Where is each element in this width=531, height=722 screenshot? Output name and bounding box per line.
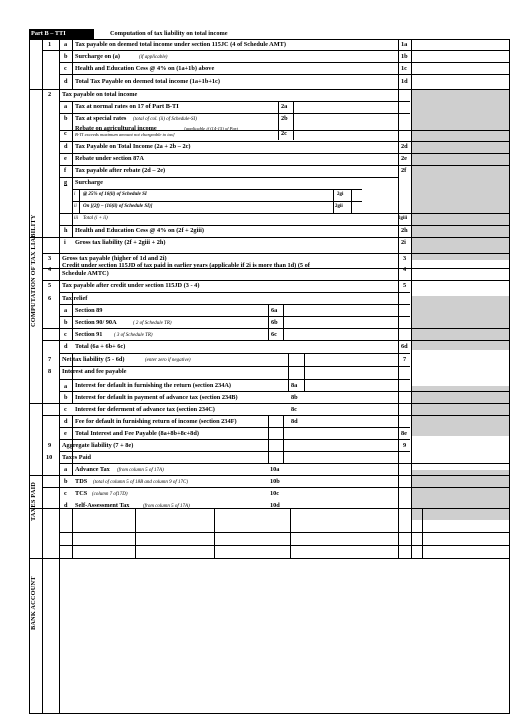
row-label: Advance Tax	[75, 466, 110, 473]
row-code: 6b	[271, 319, 278, 326]
row-letter: c	[64, 490, 67, 497]
row-number: 9	[48, 442, 52, 449]
row-letter: b	[64, 53, 68, 60]
row-code: 2h	[401, 227, 408, 234]
row-code: 1a	[401, 41, 408, 48]
row-label: Tax payable after rebate (2d – 2e)	[75, 167, 166, 174]
taxes-paid-section-label: TAXES PAID	[30, 481, 37, 521]
row-label: Tax payable after credit under section 115JD (3 - 4)	[62, 282, 200, 289]
row-letter: ii	[74, 204, 77, 209]
row-label: @ 25% of 16(ii) of Schedule SI	[83, 192, 147, 197]
row-label: Tax at normal rates on 17 of Part B-TI	[75, 103, 179, 110]
row-code: 2giii	[398, 216, 408, 221]
row-letter: i	[74, 192, 76, 197]
row-note: (if applicable)	[139, 55, 168, 60]
row-code: 3	[403, 255, 407, 262]
row-letter: g	[64, 179, 68, 186]
row-code: 8a	[291, 382, 298, 389]
row-label: Schedule AMTC)	[62, 270, 109, 277]
row-note: ( 3 of Schedule TR)	[114, 333, 153, 338]
row-label: Interest and fee payable	[62, 368, 127, 375]
row-letter: h	[64, 227, 68, 234]
row-number: 7	[48, 356, 52, 363]
row-label: Health and Education Cess @ 4% on (2f + 2giii)	[75, 227, 204, 234]
part-label-text: Part B – TTI	[31, 30, 66, 37]
row-label: TDS	[75, 478, 88, 485]
row-label: Total Tax Payable on deemed total income (1a+1b+1c)	[75, 78, 220, 85]
row-label: Tax at special rates	[75, 115, 127, 122]
row-code: 7	[403, 356, 407, 363]
row-label: Rebate under section 87A	[75, 155, 144, 162]
page-title: Computation of tax liability on total income	[110, 30, 228, 37]
row-label: Gross tax liability (2f + 2giii + 2h)	[75, 239, 166, 246]
row-label: Tax payable on deemed total income under section 115JC (4 of Schedule AMT)	[75, 41, 286, 48]
row-note: (from column 5 of 17A)	[143, 504, 190, 509]
computation-section-label: COMPUTATION OF TAX LIABILITY	[30, 214, 37, 327]
row-code: 2b	[281, 115, 288, 122]
row-letter: d	[64, 143, 68, 150]
row-code: 2f	[401, 167, 407, 174]
row-label: Rebate on agricultural income	[75, 125, 157, 132]
row-code: 9	[403, 442, 407, 449]
row-label: Gross tax payable (higher of 1d and 2i)	[62, 255, 167, 262]
row-code: 2e	[401, 155, 407, 162]
bank-account-section-label: BANK ACCOUNT	[30, 576, 37, 630]
row-number: 10	[46, 454, 53, 461]
row-code: 2i	[401, 239, 406, 246]
row-letter: d	[64, 78, 68, 85]
row-label: Interest for deferment of advance tax (section 234C)	[75, 406, 215, 413]
row-letter: a	[64, 383, 68, 390]
row-note: (total of column 5 of 18B and column 9 of 17C)	[93, 480, 188, 485]
row-number: 8	[48, 368, 52, 375]
row-label: Health and Education Cess @ 4% on (1a+1b) above	[75, 65, 215, 72]
row-label: Surcharge	[75, 179, 103, 186]
row-code: 8b	[291, 394, 298, 401]
row-code: 8c	[291, 406, 297, 413]
row-number: 3	[48, 255, 52, 262]
row-letter: f	[64, 167, 67, 174]
row-code: 2c	[281, 130, 287, 137]
row-number: 6	[48, 295, 52, 302]
row-label: Self-Assessment Tax	[75, 502, 130, 509]
row-code: 10a	[270, 466, 280, 473]
row-note: (column 7 of17D)	[92, 492, 128, 497]
row-code: 6c	[271, 331, 277, 338]
row-code: 2gii	[335, 204, 343, 209]
row-note: (enter zero if negative)	[145, 358, 191, 363]
row-letter: b	[64, 394, 68, 401]
row-number: 5	[48, 282, 52, 289]
row-label: TCS	[75, 490, 88, 497]
row-number: 4	[48, 266, 52, 273]
row-label: Total (i + ii)	[83, 216, 108, 221]
row-letter: a	[64, 307, 68, 314]
row-number: 2	[48, 91, 52, 98]
row-code: 1c	[401, 65, 407, 72]
row-letter: c	[64, 406, 67, 413]
row-code: 4	[403, 266, 407, 273]
row-letter: c	[64, 130, 67, 137]
row-label: Section 91	[75, 331, 103, 338]
row-code: 6d	[401, 343, 408, 350]
row-letter: a	[64, 41, 68, 48]
row-letter: iii	[74, 216, 79, 221]
row-label: Net tax liability (5 - 6d)	[62, 356, 125, 363]
row-letter: a	[64, 466, 68, 473]
row-code: 1d	[401, 78, 408, 85]
row-label: Tax relief	[62, 295, 88, 302]
row-code: 8e	[401, 430, 407, 437]
row-letter: c	[64, 65, 67, 72]
row-note: (total of col. (ii) of Schedule-SI)	[133, 117, 197, 122]
row-label: Credit under section 115JD of tax paid in earlier years (applicable if 2i is more than 1d) (5 of	[62, 262, 310, 269]
row-note: ( 2 of Schedule TR)	[133, 321, 172, 326]
row-label: Tax payable on total income	[62, 91, 138, 98]
row-letter: c	[64, 331, 67, 338]
row-letter: i	[64, 239, 66, 246]
row-code: 2a	[281, 103, 288, 110]
row-code: 1b	[401, 53, 408, 60]
row-label: Section 89	[75, 307, 103, 314]
row-letter: e	[64, 155, 67, 162]
row-letter: a	[64, 103, 68, 110]
row-letter: d	[64, 418, 68, 425]
row-label: Tax Payable on Total Income (2a + 2b – 2c)	[75, 143, 191, 150]
row-label: Interest for default in furnishing the return (section 234A)	[75, 382, 232, 389]
row-letter: d	[64, 502, 68, 509]
row-code: 8d	[291, 418, 298, 425]
row-label: Interest for default in payment of advance tax (section 234B)	[75, 394, 238, 401]
row-label: Taxes Paid	[62, 454, 91, 461]
row-label: Section 90/ 90A	[75, 319, 117, 326]
row-label: Total Interest and Fee Payable (8a+8b+8c+8d)	[75, 430, 199, 437]
row-letter: b	[64, 319, 68, 326]
row-code: 2gi	[337, 192, 344, 197]
row-note: B-TI exceeds maximum amount not chargeable to tax]	[75, 132, 175, 137]
row-letter: e	[64, 430, 67, 437]
row-letter: b	[64, 115, 68, 122]
row-letter: d	[64, 343, 68, 350]
row-code: 2d	[401, 143, 408, 150]
row-label: Total (6a + 6b+ 6c)	[75, 343, 126, 350]
row-label: Aggregate liability (7 + 8e)	[62, 442, 134, 449]
row-label: On [(2f) – (16(ii) of Schedule SI)]	[83, 204, 153, 209]
row-label: Surcharge on (a)	[75, 53, 121, 60]
row-number: 1	[48, 41, 52, 48]
row-code: 6a	[271, 307, 278, 314]
row-code: 5	[403, 282, 407, 289]
row-code: 10d	[270, 502, 280, 509]
row-note: (from column 5 of 17A)	[117, 468, 164, 473]
row-note: [applicable if (14-15) of Part	[184, 126, 238, 131]
row-letter: b	[64, 478, 68, 485]
row-label: Fee for default in furnishing return of income (section 234F)	[75, 418, 237, 425]
row-code: 10c	[270, 490, 280, 497]
row-code: 10b	[270, 478, 280, 485]
